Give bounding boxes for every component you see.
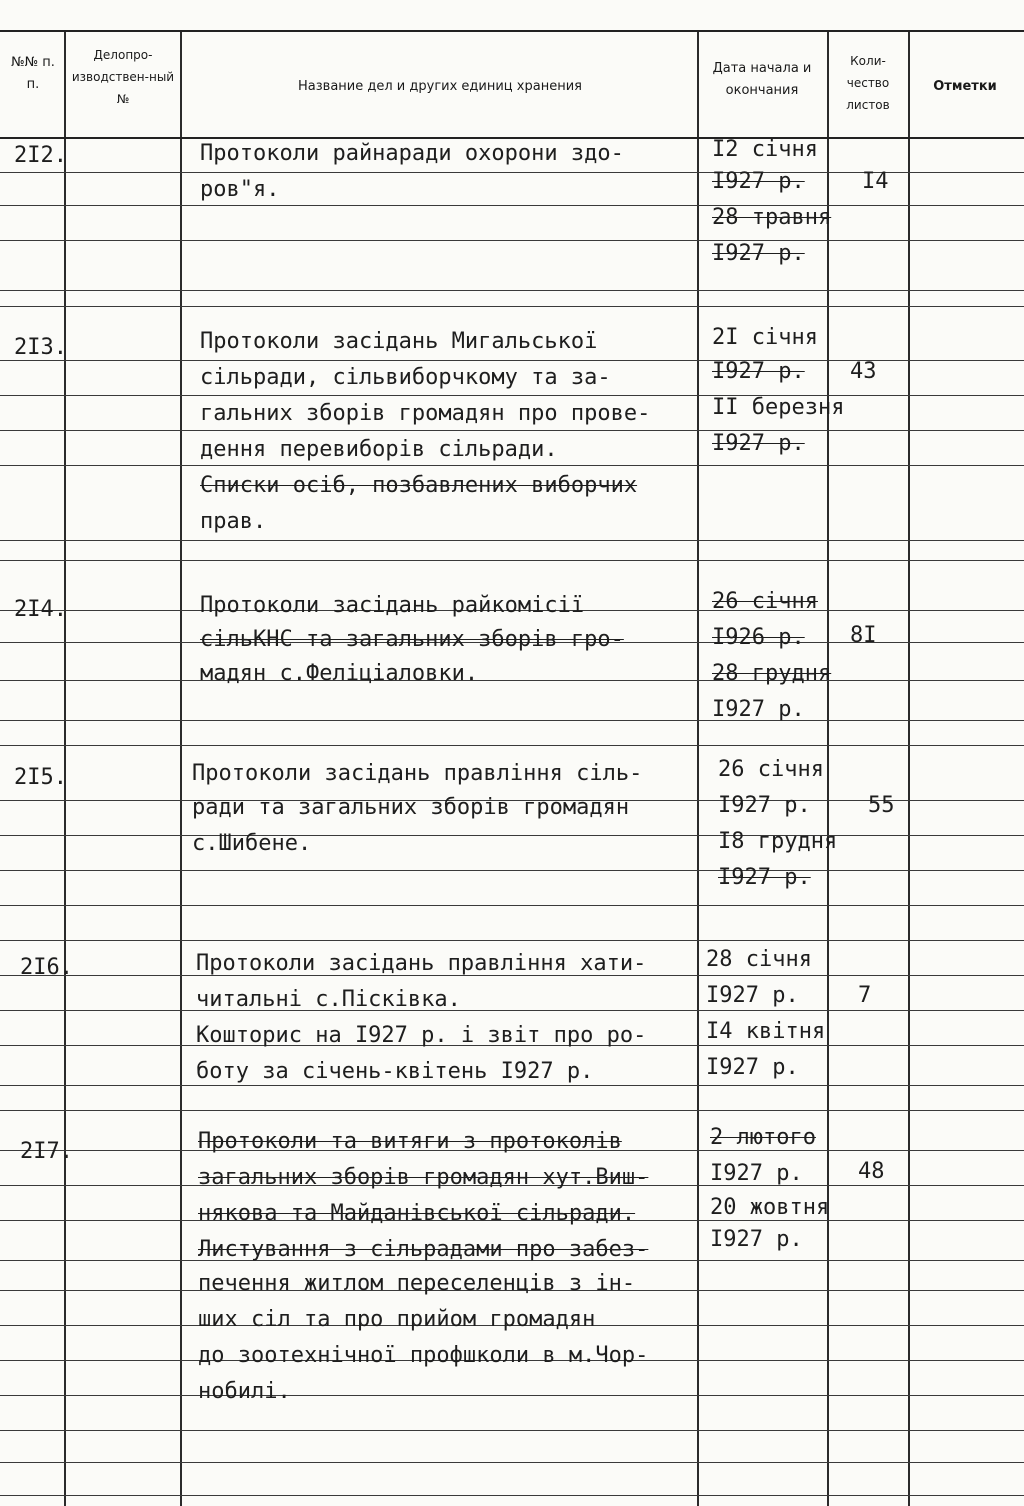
header-sheets: Коли-чество листов [846,54,890,112]
row-title-line: сільради, сільвиборчкому та за- [200,365,611,390]
row-date-line: I927 р. [706,1055,799,1080]
ruled-line [0,720,1024,721]
row-date-line: 26 січня [718,757,824,782]
row-date-line: I927 р. [718,793,811,818]
ruled-line [0,1430,1024,1431]
row-date-line: I926 р. [712,625,805,650]
row-date-line: 28 грудня [712,661,832,686]
row-date-line: I8 грудня [718,829,838,854]
row-title-line: Протоколи засідань правління хати- [196,951,647,976]
ruled-line [0,1462,1024,1463]
row-title-line: Протоколи райнаради охорони здо- [200,141,624,166]
row-title-line: боту за січень-квітень I927 р. [196,1059,594,1084]
row-date-line: 28 травня [712,205,832,230]
row-title-line: Кошторис на I927 р. і звіт про ро- [196,1023,647,1048]
row-date-line: 28 січня [706,947,812,972]
row-date-line: I927 р. [712,359,805,384]
row-number: 2I2. [14,143,67,168]
header-notes: Отметки [933,79,997,94]
row-date-line: 20 жовтня [710,1195,830,1220]
row-number: 2I6. [20,955,73,980]
row-sheet-count: 7 [858,983,872,1008]
row-date-line: 2 лютого [710,1125,816,1150]
row-number: 2I7. [20,1139,73,1164]
ruled-line [0,1110,1024,1111]
row-date-line: I927 р. [712,169,805,194]
row-title-line: Протоколи засідань правління сіль- [192,761,643,786]
row-title-line: ших сіл та про прийом громадян [198,1307,596,1332]
column-divider [908,30,910,1506]
header-num: №№ п. п. [11,55,55,92]
row-title-line: мадян с.Феліціаловки. [200,661,479,686]
ruled-line [0,1495,1024,1496]
row-title-line: дення перевиборів сільради. [200,437,558,462]
ruled-line [0,745,1024,746]
row-date-line: I927 р. [712,241,805,266]
column-divider [697,30,699,1506]
ruled-line [0,560,1024,561]
row-date-line: I927 р. [710,1161,803,1186]
row-title-line: печення житлом переселенців з ін- [198,1271,636,1296]
header-office-num: Делопро-изводствен-ный № [71,48,175,106]
column-divider [180,30,182,1506]
row-number: 2I4. [14,597,67,622]
header-title: Название дел и других единиц хранения [298,79,582,94]
row-title-line: някова та Майданівської сільради. [198,1201,636,1226]
ruled-line [0,290,1024,291]
row-date-line: I927 р. [718,865,811,890]
row-sheet-count: 8I [850,623,877,648]
row-title-line: гальних зборів громадян про прове- [200,401,651,426]
row-sheet-count: 43 [850,359,877,384]
row-sheet-count: 48 [858,1159,885,1184]
row-number: 2I3. [14,335,67,360]
row-title-line: загальних зборів громадян хут.Виш- [198,1165,649,1190]
row-title-line: нобилі. [198,1379,291,1404]
row-title-line: ради та загальних зборів громадян [192,795,630,820]
ruled-line [0,905,1024,906]
table-top-border [0,30,1024,32]
row-date-line: II березня [712,395,845,420]
ruled-line [0,240,1024,241]
row-sheet-count: 55 [868,793,895,818]
row-title-line: с.Шибене. [192,831,312,856]
row-date-line: I927 р. [706,983,799,1008]
row-title-line: до зоотехнічної профшколи в м.Чор- [198,1343,649,1368]
row-sheet-count: I4 [862,169,889,194]
row-date-line: I4 квітня [706,1019,826,1044]
ruled-line [0,940,1024,941]
row-title-line: ров"я. [200,177,280,202]
row-title-line: Листування з сільрадами про забез- [198,1237,649,1262]
row-date-line: 2I січня [712,325,818,350]
row-date-line: I2 січня [712,137,818,162]
row-title-line: сільКНС та загальних зборів гро- [200,627,624,652]
row-title-line: Протоколи та витяги з протоколів [198,1129,622,1154]
row-date-line: I927 р. [712,431,805,456]
ruled-line [0,540,1024,541]
row-number: 2I5. [14,765,67,790]
row-title-line: читальні с.Пісківка. [196,987,461,1012]
row-title-line: Протоколи засідань райкомісії [200,593,585,618]
ruled-line [0,306,1024,307]
row-date-line: 26 січня [712,589,818,614]
row-title-line: Списки осіб, позбавлених виборчих [200,473,638,498]
row-date-line: I927 р. [712,697,805,722]
row-title-line: прав. [200,509,267,534]
ruled-line [0,870,1024,871]
row-date-line: I927 р. [710,1227,803,1252]
header-dates: Дата начала и окончания [712,61,812,98]
row-title-line: Протоколи засідань Мигальської [200,329,598,354]
